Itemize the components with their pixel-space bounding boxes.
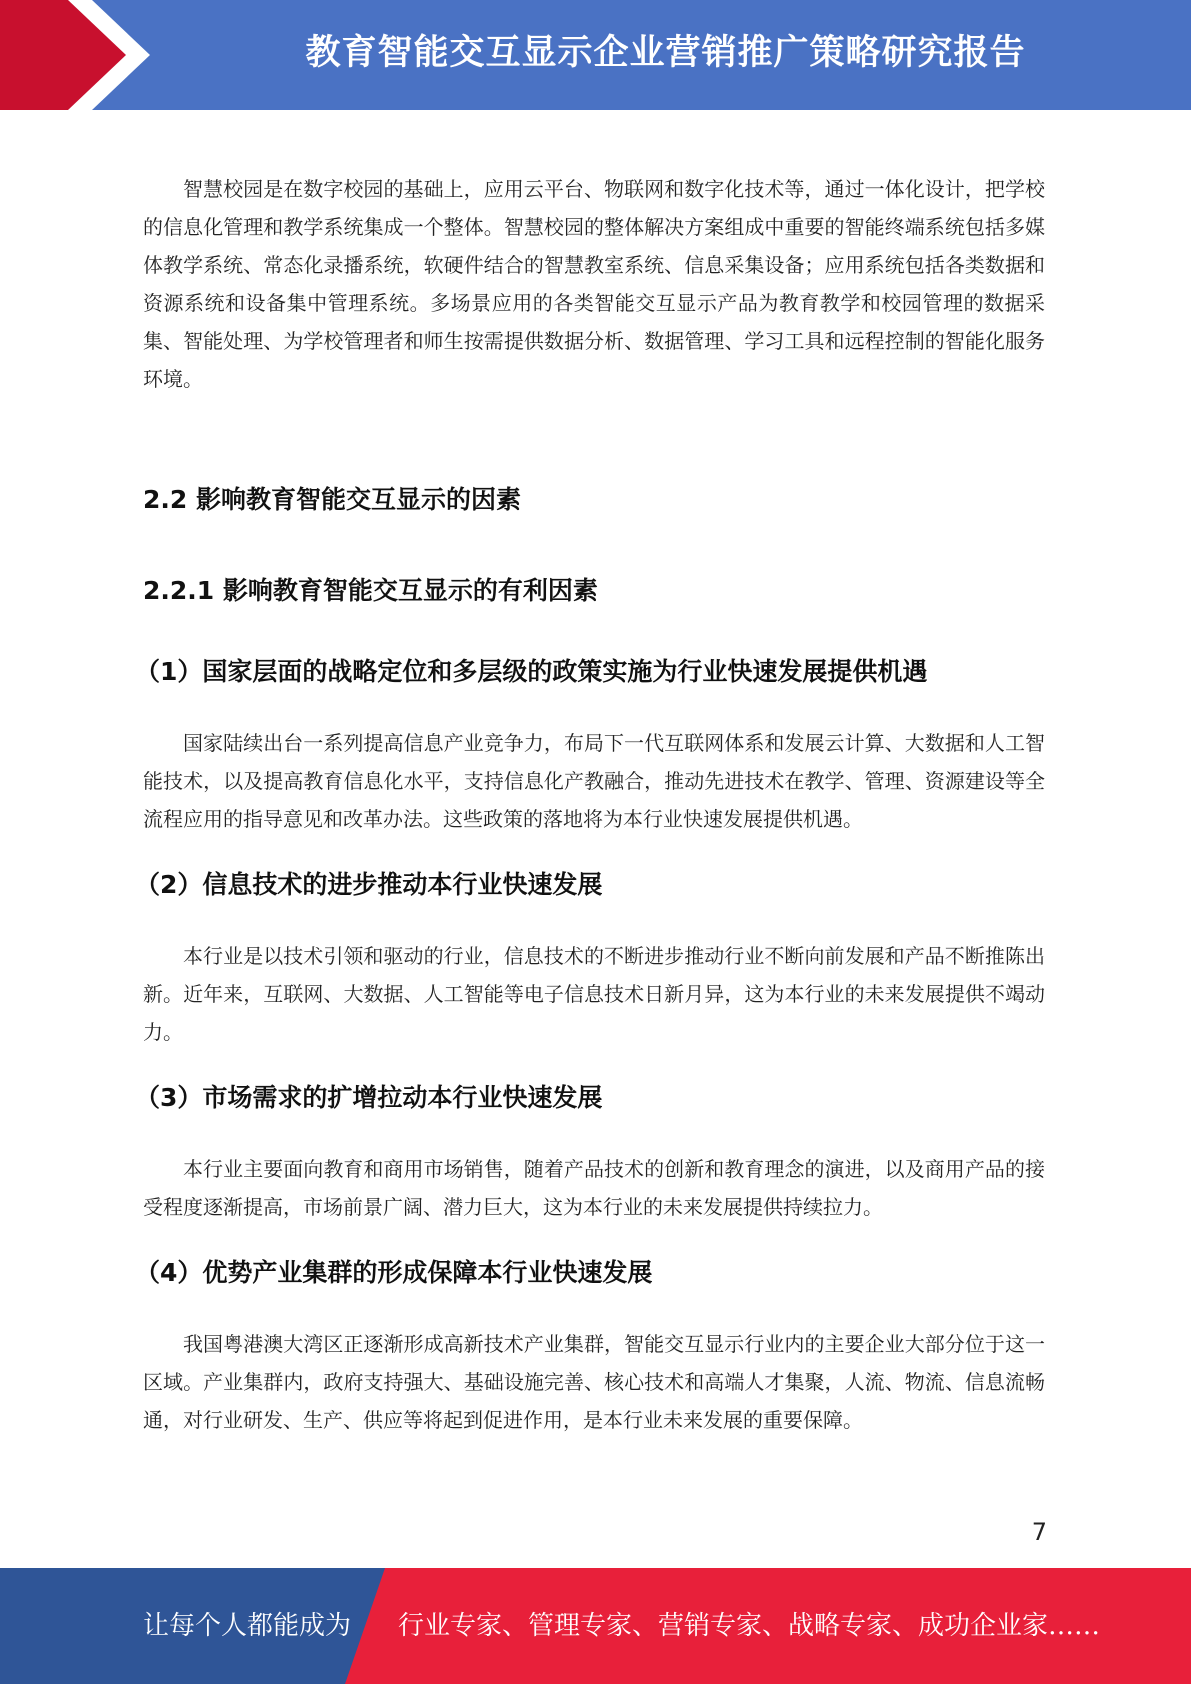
factor-3-text: 本行业主要面向教育和商用市场销售，随着产品技术的创新和教育理念的演进，以及商用产品的接受程度逐渐提高，市场前景广阔、潜力巨大，这为本行业的未来发展提供持续拉力。 <box>143 1157 1045 1219</box>
factor-3-heading: （3）市场需求的扩增拉动本行业快速发展 <box>135 1083 603 1112</box>
factor-2-text: 本行业是以技术引领和驱动的行业，信息技术的不断进步推动行业不断向前发展和产品不断推陈出新。近年来，互联网、大数据、人工智能等电子信息技术日新月异，这为本行业的未来发展提供不竭动力。 <box>143 944 1045 1044</box>
intro-paragraph: 智慧校园是在数字校园的基础上，应用云平台、物联网和数字化技术等，通过一体化设计，把学校的信息化管理和教学系统集成一个整体。智慧校园的整体解决方案组成中重要的智能终端系统包括多媒体教学系统、常态化录播系统，软硬件结合的智慧教室系统、信息采集设备；应用系统包括各类数据和资源系统和设备集中管理系统。多场景应用的各类智能交互显示产品为教育教学和校园管理的数据采集、智能处理、为学校管理者和师生按需提供数据分析、数据管理、学习工具和远程控制的智能化服务环境。 <box>143 177 1045 391</box>
factor-4-text: 我国粤港澳大湾区正逐渐形成高新技术产业集群，智能交互显示行业内的主要企业大部分位于这一区域。产业集群内，政府支持强大、基础设施完善、核心技术和高端人才集聚，人流、物流、信息流畅通，对行业研发、生产、供应等将起到促进作用，是本行业未来发展的重要保障。 <box>143 1332 1045 1432</box>
section-heading: 2.2 影响教育智能交互显示的因素 <box>143 485 521 514</box>
header-band <box>0 0 1191 110</box>
footer-slogan-right: 行业专家、管理专家、营销专家、战略专家、成功企业家…… <box>398 1611 1101 1641</box>
document-body <box>135 170 1045 1439</box>
subsection-heading: 2.2.1 影响教育智能交互显示的有利因素 <box>143 576 598 605</box>
header-chevron-icon <box>0 0 160 110</box>
page-number: 7 <box>1031 1518 1047 1546</box>
footer-slogan-left: 让每个人都能成为 <box>143 1611 352 1641</box>
header-title: 教育智能交互显示企业营销推广策略研究报告 <box>305 33 1026 73</box>
footer-band <box>0 1568 1191 1684</box>
factor-1-text: 国家陆续出台一系列提高信息产业竞争力，布局下一代互联网体系和发展云计算、大数据和人工智能技术，以及提高教育信息化水平，支持信息化产教融合，推动先进技术在教学、管理、资源建设等全流程应用的指导意见和改革办法。这些政策的落地将为本行业快速发展提供机遇。 <box>143 731 1045 831</box>
factor-4-heading: （4）优势产业集群的形成保障本行业快速发展 <box>135 1258 653 1287</box>
factor-1-heading: （1）国家层面的战略定位和多层级的政策实施为行业快速发展提供机遇 <box>135 657 928 686</box>
factor-2-heading: （2）信息技术的进步推动本行业快速发展 <box>135 870 603 899</box>
